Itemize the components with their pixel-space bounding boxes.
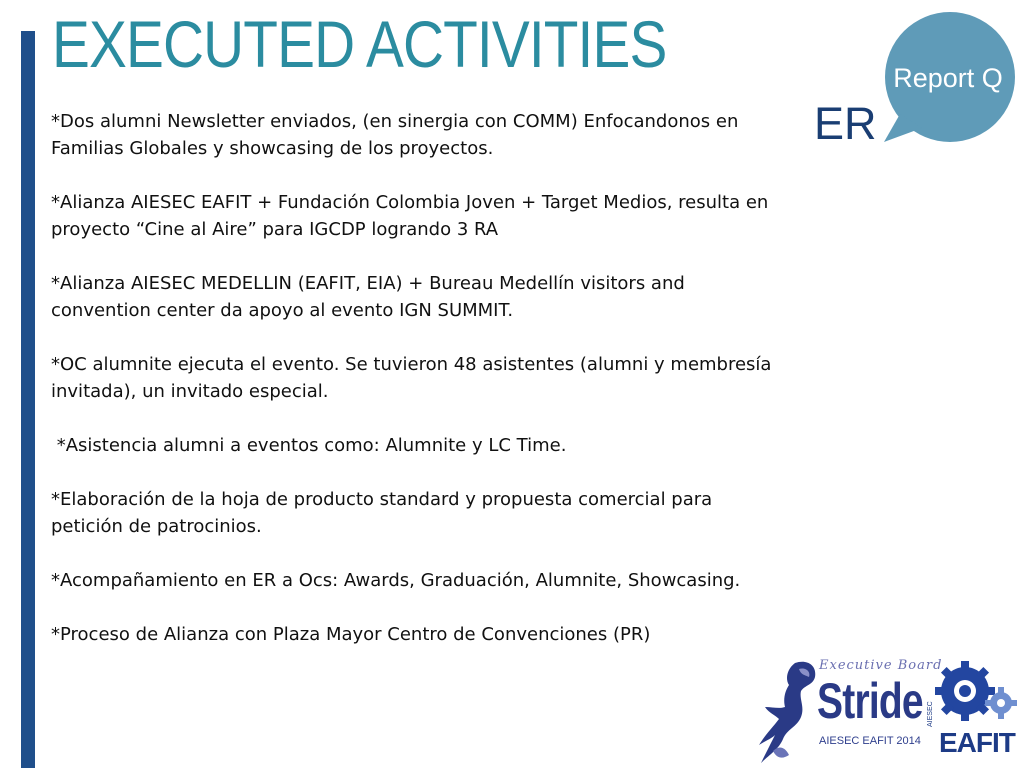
slide-title: EXECUTED ACTIVITIES [52, 7, 667, 81]
logo-tagline: Executive Board [819, 658, 943, 673]
gear-icon [933, 657, 1018, 727]
activity-item: *OC alumnite ejecuta el evento. Se tuvieron 48 asistentes (alumni y membresía invitada), un invitado especial. [51, 354, 772, 402]
activity-item: *Asistencia alumni a eventos como: Alumnite y LC Time. [51, 435, 567, 456]
logo-org: EAFIT [939, 727, 1015, 758]
logo-subtitle: AIESEC EAFIT 2014 [819, 735, 921, 747]
accent-bar [21, 31, 35, 768]
activities-list [51, 108, 786, 648]
activity-item: *Alianza AIESEC EAFIT + Fundación Colombia Joven + Target Medios, resulta en proyecto “Cine al Aire” para IGCDP logrando 3 RA [51, 192, 769, 240]
activity-item: *Dos alumni Newsletter enviados, (en sinergia con COMM) Enfocandonos en Familias Globales y showcasing de los proyectos. [51, 111, 739, 159]
section-label: ER [814, 98, 877, 149]
horse-icon [755, 655, 825, 768]
activity-item: *Acompañamiento en ER a Ocs: Awards, Graduación, Alumnite, Showcasing. [51, 570, 741, 591]
activity-item: *Proceso de Alianza con Plaza Mayor Centro de Convenciones (PR) [51, 624, 651, 645]
activity-item: *Alianza AIESEC MEDELLIN (EAFIT, EIA) + Bureau Medellín visitors and convention center da apoyo al evento IGN SUMMIT. [51, 273, 685, 321]
report-q-badge [878, 10, 1018, 145]
logo-org-prefix: AIESEC [927, 701, 934, 727]
badge-text: Report Q [893, 63, 1003, 93]
speech-bubble-icon [878, 10, 1018, 145]
activity-item: *Elaboración de la hoja de producto standard y propuesta comercial para petición de patrocinios. [51, 489, 713, 537]
logo-name: Stride [817, 673, 923, 729]
stride-eafit-logo [755, 655, 1024, 768]
